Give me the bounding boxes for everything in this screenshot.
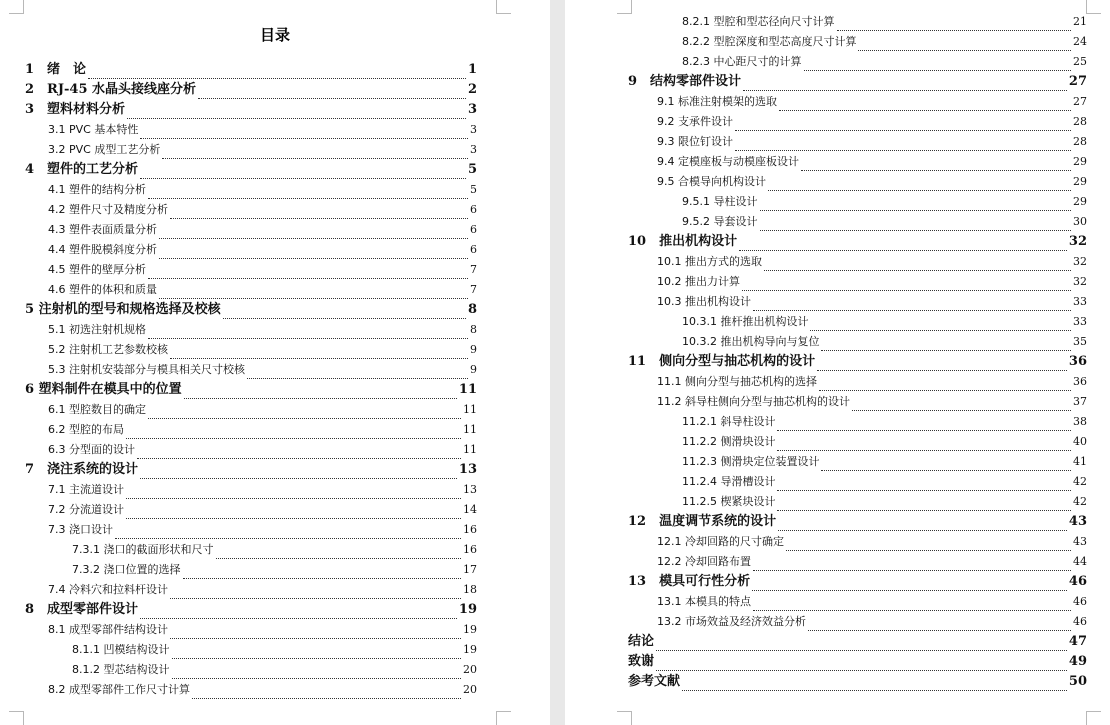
toc-entry-label: 13 模具可行性分析 <box>628 574 751 589</box>
toc-leader-dots <box>88 66 466 79</box>
toc-entry[interactable] <box>25 540 477 560</box>
toc-entry[interactable] <box>634 192 1087 212</box>
toc-entry-label: 7.3.1 浇口的截面形状和尺寸 <box>72 543 214 556</box>
toc-entry[interactable] <box>25 460 477 480</box>
toc-leader-dots <box>858 38 1071 51</box>
toc-page-number: 44 <box>1073 555 1087 568</box>
toc-page-number: 43 <box>1068 514 1087 529</box>
toc-entry[interactable] <box>25 480 477 500</box>
toc-entry-label: 8.2.3 中心距尺寸的计算 <box>682 55 802 68</box>
toc-entry[interactable] <box>25 260 477 280</box>
toc-entry-label: 4.5 塑件的壁厚分析 <box>48 263 146 276</box>
toc-page-number: 32 <box>1073 275 1087 288</box>
toc-entry[interactable] <box>634 412 1087 432</box>
toc-entry[interactable] <box>634 472 1087 492</box>
toc-entry[interactable] <box>628 572 1087 592</box>
toc-entry-label: 6.3 分型面的设计 <box>48 443 135 456</box>
toc-leader-dots <box>140 166 466 179</box>
page-corner-mark <box>617 0 632 14</box>
toc-entry-label: 9.3 限位钉设计 <box>657 135 733 148</box>
toc-leader-dots <box>819 378 1071 391</box>
toc-page-number: 20 <box>463 663 477 676</box>
toc-entry-label: 8.1 成型零部件结构设计 <box>48 623 168 636</box>
toc-entry-label: 5 注射机的型号和规格选择及校核 <box>25 302 221 317</box>
toc-leader-dots <box>127 106 466 119</box>
toc-leader-dots <box>777 478 1071 491</box>
toc-entry-label: 10.2 推出力计算 <box>657 275 740 288</box>
toc-page-number: 16 <box>463 523 477 536</box>
document-page-left <box>0 0 550 725</box>
toc-entry[interactable] <box>25 340 477 360</box>
toc-entry[interactable] <box>634 452 1087 472</box>
toc-page-number: 21 <box>1073 15 1087 28</box>
toc-entry[interactable] <box>634 112 1087 132</box>
toc-entry[interactable] <box>628 632 1087 652</box>
toc-leader-dots <box>170 626 461 639</box>
toc-leader-dots <box>753 298 1071 311</box>
toc-entry-label: 5.1 初选注射机规格 <box>48 323 146 336</box>
toc-entry[interactable] <box>25 80 477 100</box>
toc-page-number: 11 <box>458 382 477 397</box>
page-corner-mark <box>1086 711 1101 725</box>
toc-leader-dots <box>159 246 468 259</box>
toc-leader-dots <box>777 498 1071 511</box>
toc-entry[interactable] <box>634 372 1087 392</box>
toc-entry[interactable] <box>25 320 477 340</box>
toc-page-number: 7 <box>470 283 477 296</box>
toc-page-number: 24 <box>1073 35 1087 48</box>
toc-page-number: 46 <box>1068 574 1087 589</box>
toc-entry[interactable] <box>634 52 1087 72</box>
toc-entry[interactable] <box>634 212 1087 232</box>
toc-entry[interactable] <box>25 220 477 240</box>
toc-page-number: 42 <box>1073 495 1087 508</box>
toc-entry-label: 11.1 侧向分型与抽芯机构的选择 <box>657 375 817 388</box>
toc-page-number: 20 <box>463 683 477 696</box>
toc-entry-label: 7.1 主流道设计 <box>48 483 124 496</box>
toc-page-number: 33 <box>1073 295 1087 308</box>
toc-page-number: 13 <box>463 483 477 496</box>
toc-entry[interactable] <box>634 292 1087 312</box>
toc-leader-dots <box>656 658 1067 671</box>
toc-leader-dots <box>735 118 1071 131</box>
toc-entry-label: 6.1 型腔数目的确定 <box>48 403 146 416</box>
toc-leader-dots <box>810 318 1071 331</box>
toc-page-number: 11 <box>463 423 477 436</box>
toc-leader-dots <box>656 638 1067 651</box>
toc-entry[interactable] <box>25 620 477 640</box>
toc-entry[interactable] <box>634 532 1087 552</box>
toc-leader-dots <box>752 578 1067 591</box>
toc-page-number: 35 <box>1073 335 1087 348</box>
toc-entry-label: 12 温度调节系统的设计 <box>628 514 777 529</box>
toc-entry-label: 7 浇注系统的设计 <box>25 462 139 477</box>
toc-page-number: 29 <box>1073 195 1087 208</box>
toc-entry-label: 5.2 注射机工艺参数校核 <box>48 343 168 356</box>
toc-page-number: 43 <box>1073 535 1087 548</box>
toc-page-number: 50 <box>1068 674 1087 689</box>
toc-entry[interactable] <box>25 420 477 440</box>
toc-entry-label: 5.3 注射机安装部分与模具相关尺寸校核 <box>48 363 245 376</box>
toc-entry-label: 2 RJ-45 水晶头接线座分析 <box>25 82 197 97</box>
toc-leader-dots <box>768 178 1071 191</box>
toc-leader-dots <box>183 566 462 579</box>
toc-leader-dots <box>804 58 1072 71</box>
toc-entry-label: 参考文献 <box>628 674 681 689</box>
toc-leader-dots <box>742 278 1071 291</box>
toc-entry-label: 11.2.4 导滑槽设计 <box>682 475 776 488</box>
toc-entry[interactable] <box>25 600 477 620</box>
toc-title: 目录 <box>259 26 290 44</box>
toc-leader-dots <box>808 618 1071 631</box>
toc-entry[interactable] <box>25 60 477 80</box>
toc-entry[interactable] <box>25 660 477 680</box>
toc-entry[interactable] <box>25 180 477 200</box>
toc-entry[interactable] <box>634 172 1087 192</box>
toc-page-number: 38 <box>1073 415 1087 428</box>
page-corner-mark <box>496 0 511 14</box>
toc-entry-label: 4.6 塑件的体积和质量 <box>48 283 157 296</box>
toc-entry-label: 9.5 合模导向机构设计 <box>657 175 766 188</box>
toc-page-number: 41 <box>1073 455 1087 468</box>
toc-entry[interactable] <box>25 160 477 180</box>
toc-entry[interactable] <box>634 612 1087 632</box>
toc-entry[interactable] <box>25 360 477 380</box>
toc-entry[interactable] <box>634 312 1087 332</box>
toc-leader-dots <box>137 446 461 459</box>
toc-entry[interactable] <box>628 352 1087 372</box>
page-corner-mark <box>9 711 24 725</box>
toc-page-number: 42 <box>1073 475 1087 488</box>
toc-entry[interactable] <box>634 12 1087 32</box>
toc-page-number: 9 <box>470 363 477 376</box>
toc-leader-dots <box>148 406 461 419</box>
toc-page-number: 3 <box>467 102 477 117</box>
toc-entry-label: 9.5.1 导柱设计 <box>682 195 758 208</box>
toc-page-number: 5 <box>467 162 477 177</box>
toc-leader-dots <box>126 486 461 499</box>
toc-leader-dots <box>170 206 468 219</box>
toc-entry[interactable] <box>25 240 477 260</box>
toc-leader-dots <box>821 458 1071 471</box>
toc-page-number: 36 <box>1073 375 1087 388</box>
toc-page-number: 14 <box>463 503 477 516</box>
toc-entry-label: 8.1.2 型芯结构设计 <box>72 663 170 676</box>
toc-leader-dots <box>801 158 1071 171</box>
toc-page-number: 6 <box>470 243 477 256</box>
toc-leader-dots <box>159 286 468 299</box>
toc-leader-dots <box>760 198 1072 211</box>
toc-entry-label: 9.5.2 导套设计 <box>682 215 758 228</box>
toc-leader-dots <box>778 518 1067 531</box>
toc-page-number: 16 <box>463 543 477 556</box>
toc-leader-dots <box>115 526 461 539</box>
toc-page-number: 8 <box>470 323 477 336</box>
toc-leader-dots <box>247 366 468 379</box>
toc-page-number: 6 <box>470 203 477 216</box>
toc-page-number: 46 <box>1073 595 1087 608</box>
toc-page-number: 3 <box>470 123 477 136</box>
toc-entry-label: 7.2 分流道设计 <box>48 503 124 516</box>
toc-entry-label: 9.4 定模座板与动模座板设计 <box>657 155 799 168</box>
toc-entry[interactable] <box>25 200 477 220</box>
toc-entry[interactable] <box>25 680 477 700</box>
toc-entry-label: 12.1 冷却回路的尺寸确定 <box>657 535 784 548</box>
toc-page-number: 32 <box>1073 255 1087 268</box>
toc-leader-dots <box>162 146 468 159</box>
toc-entry-label: 7.3.2 浇口位置的选择 <box>72 563 181 576</box>
toc-entry[interactable] <box>634 552 1087 572</box>
toc-leader-dots <box>159 226 468 239</box>
toc-entry[interactable] <box>634 592 1087 612</box>
toc-entry-label: 3.1 PVC 基本特性 <box>48 123 139 136</box>
toc-entry-label: 10.1 推出方式的选取 <box>657 255 762 268</box>
toc-leader-dots <box>779 98 1071 111</box>
page-corner-mark <box>617 711 632 725</box>
toc-page-number: 2 <box>467 82 477 97</box>
toc-entry[interactable] <box>25 440 477 460</box>
toc-entry-label: 4.4 塑件脱模斜度分析 <box>48 243 157 256</box>
toc-entry[interactable] <box>634 392 1087 412</box>
toc-leader-dots <box>764 258 1071 271</box>
toc-entry-label: 7.3 浇口设计 <box>48 523 113 536</box>
toc-entry-label: 结论 <box>628 634 655 649</box>
toc-page-number: 49 <box>1068 654 1087 669</box>
toc-entry-label: 8.2 成型零部件工作尺寸计算 <box>48 683 190 696</box>
toc-page-number: 40 <box>1073 435 1087 448</box>
toc-entry[interactable] <box>634 252 1087 272</box>
toc-list-left <box>25 60 477 700</box>
toc-entry-label: 8 成型零部件设计 <box>25 602 139 617</box>
toc-entry-label: 8.2.2 型腔深度和型芯高度尺寸计算 <box>682 35 857 48</box>
toc-leader-dots <box>817 358 1067 371</box>
toc-leader-dots <box>148 186 468 199</box>
toc-leader-dots <box>777 438 1071 451</box>
toc-entry[interactable] <box>25 640 477 660</box>
toc-page-number: 36 <box>1068 354 1087 369</box>
page-corner-mark <box>9 0 24 14</box>
toc-leader-dots <box>140 126 468 139</box>
toc-leader-dots <box>753 558 1071 571</box>
toc-page-number: 29 <box>1073 175 1087 188</box>
toc-page-number: 18 <box>463 583 477 596</box>
toc-leader-dots <box>192 686 461 699</box>
toc-entry-label: 11.2 斜导柱侧向分型与抽芯机构的设计 <box>657 395 850 408</box>
toc-page-number: 5 <box>470 183 477 196</box>
toc-entry[interactable] <box>634 132 1087 152</box>
toc-page-number: 28 <box>1073 135 1087 148</box>
toc-entry-label: 8.1.1 凹模结构设计 <box>72 643 170 656</box>
toc-entry[interactable] <box>25 580 477 600</box>
page-corner-mark <box>496 711 511 725</box>
toc-entry[interactable] <box>634 32 1087 52</box>
toc-leader-dots <box>760 218 1072 231</box>
toc-entry-label: 11.2.1 斜导柱设计 <box>682 415 776 428</box>
toc-page-number: 25 <box>1073 55 1087 68</box>
toc-leader-dots <box>184 386 457 399</box>
toc-page-number: 27 <box>1073 95 1087 108</box>
document-page-right <box>565 0 1110 725</box>
toc-entry-label: 4.3 塑件表面质量分析 <box>48 223 157 236</box>
toc-entry-label: 6.2 型腔的布局 <box>48 423 124 436</box>
toc-page-number: 1 <box>467 62 477 77</box>
toc-entry[interactable] <box>25 380 477 400</box>
toc-entry-label: 11 侧向分型与抽芯机构的设计 <box>628 354 816 369</box>
toc-entry[interactable] <box>25 520 477 540</box>
toc-entry-label: 11.2.5 楔紧块设计 <box>682 495 776 508</box>
toc-leader-dots <box>148 266 468 279</box>
toc-leader-dots <box>821 338 1071 351</box>
toc-entry-label: 9.1 标准注射模架的选取 <box>657 95 777 108</box>
toc-entry-label: 10 推出机构设计 <box>628 234 738 249</box>
toc-page-number: 7 <box>470 263 477 276</box>
toc-leader-dots <box>140 466 457 479</box>
toc-entry[interactable] <box>634 492 1087 512</box>
toc-entry[interactable] <box>628 72 1087 92</box>
toc-page-number: 6 <box>470 223 477 236</box>
toc-entry[interactable] <box>634 272 1087 292</box>
toc-entry-label: 致谢 <box>628 654 655 669</box>
toc-leader-dots <box>170 346 468 359</box>
toc-entry[interactable] <box>25 140 477 160</box>
toc-entry-label: 10.3.2 推出机构导向与复位 <box>682 335 820 348</box>
toc-entry-label: 1 绪 论 <box>25 62 87 77</box>
toc-entry-label: 3.2 PVC 成型工艺分析 <box>48 143 161 156</box>
toc-page-number: 17 <box>463 563 477 576</box>
toc-entry-label: 10.3.1 推杆推出机构设计 <box>682 315 809 328</box>
toc-page-number: 30 <box>1073 215 1087 228</box>
toc-page-number: 47 <box>1068 634 1087 649</box>
toc-page-number: 8 <box>467 302 477 317</box>
toc-page-number: 37 <box>1073 395 1087 408</box>
toc-entry[interactable] <box>628 232 1087 252</box>
toc-page-number: 32 <box>1068 234 1087 249</box>
toc-entry[interactable] <box>628 672 1087 692</box>
toc-entry-label: 9 结构零部件设计 <box>628 74 742 89</box>
toc-entry-label: 4.1 塑件的结构分析 <box>48 183 146 196</box>
toc-leader-dots <box>739 238 1067 251</box>
toc-entry-label: 3 塑料材料分析 <box>25 102 126 117</box>
toc-page-number: 46 <box>1073 615 1087 628</box>
toc-entry-label: 7.4 冷料穴和拉料杆设计 <box>48 583 168 596</box>
toc-leader-dots <box>735 138 1071 151</box>
toc-leader-dots <box>753 598 1071 611</box>
toc-entry[interactable] <box>634 332 1087 352</box>
toc-leader-dots <box>777 418 1071 431</box>
toc-leader-dots <box>148 326 468 339</box>
toc-leader-dots <box>682 678 1067 691</box>
toc-page-number: 27 <box>1068 74 1087 89</box>
toc-entry[interactable] <box>25 120 477 140</box>
toc-page-number: 19 <box>463 643 477 656</box>
toc-leader-dots <box>170 586 461 599</box>
toc-entry-label: 13.2 市场效益及经济效益分析 <box>657 615 806 628</box>
toc-leader-dots <box>172 646 462 659</box>
toc-entry-label: 4 塑件的工艺分析 <box>25 162 139 177</box>
toc-page-number: 19 <box>463 623 477 636</box>
toc-leader-dots <box>223 306 466 319</box>
toc-entry[interactable] <box>25 300 477 320</box>
toc-entry-label: 9.2 支承件设计 <box>657 115 733 128</box>
toc-entry-label: 13.1 本模具的特点 <box>657 595 751 608</box>
toc-page-number: 28 <box>1073 115 1087 128</box>
toc-entry[interactable] <box>634 152 1087 172</box>
page-corner-mark <box>1086 0 1101 14</box>
toc-leader-dots <box>126 426 461 439</box>
toc-entry-label: 8.2.1 型腔和型芯径向尺寸计算 <box>682 15 835 28</box>
toc-page-number: 33 <box>1073 315 1087 328</box>
toc-page-number: 3 <box>470 143 477 156</box>
toc-leader-dots <box>852 398 1071 411</box>
toc-entry-label: 4.2 塑件尺寸及精度分析 <box>48 203 168 216</box>
toc-entry[interactable] <box>25 500 477 520</box>
toc-leader-dots <box>743 78 1067 91</box>
toc-entry-label: 6 塑料制件在模具中的位置 <box>25 382 182 397</box>
toc-entry[interactable] <box>628 512 1087 532</box>
toc-entry[interactable] <box>25 400 477 420</box>
toc-entry[interactable] <box>25 100 477 120</box>
toc-leader-dots <box>837 18 1072 31</box>
toc-leader-dots <box>140 606 457 619</box>
toc-leader-dots <box>126 506 461 519</box>
toc-page-number: 11 <box>463 403 477 416</box>
toc-entry[interactable] <box>628 652 1087 672</box>
toc-entry[interactable] <box>634 92 1087 112</box>
toc-entry[interactable] <box>25 280 477 300</box>
toc-entry-label: 12.2 冷却回路布置 <box>657 555 751 568</box>
toc-leader-dots <box>786 538 1071 551</box>
toc-leader-dots <box>172 666 462 679</box>
toc-entry[interactable] <box>25 560 477 580</box>
toc-page-number: 9 <box>470 343 477 356</box>
toc-page-number: 29 <box>1073 155 1087 168</box>
toc-entry[interactable] <box>634 432 1087 452</box>
toc-entry-label: 11.2.2 侧滑块设计 <box>682 435 776 448</box>
toc-entry-label: 11.2.3 侧滑块定位装置设计 <box>682 455 820 468</box>
toc-page-number: 19 <box>458 602 477 617</box>
toc-page-number: 11 <box>463 443 477 456</box>
toc-list-right <box>628 12 1087 692</box>
toc-page-number: 13 <box>458 462 477 477</box>
toc-entry-label: 10.3 推出机构设计 <box>657 295 751 308</box>
toc-leader-dots <box>216 546 462 559</box>
toc-leader-dots <box>198 86 466 99</box>
